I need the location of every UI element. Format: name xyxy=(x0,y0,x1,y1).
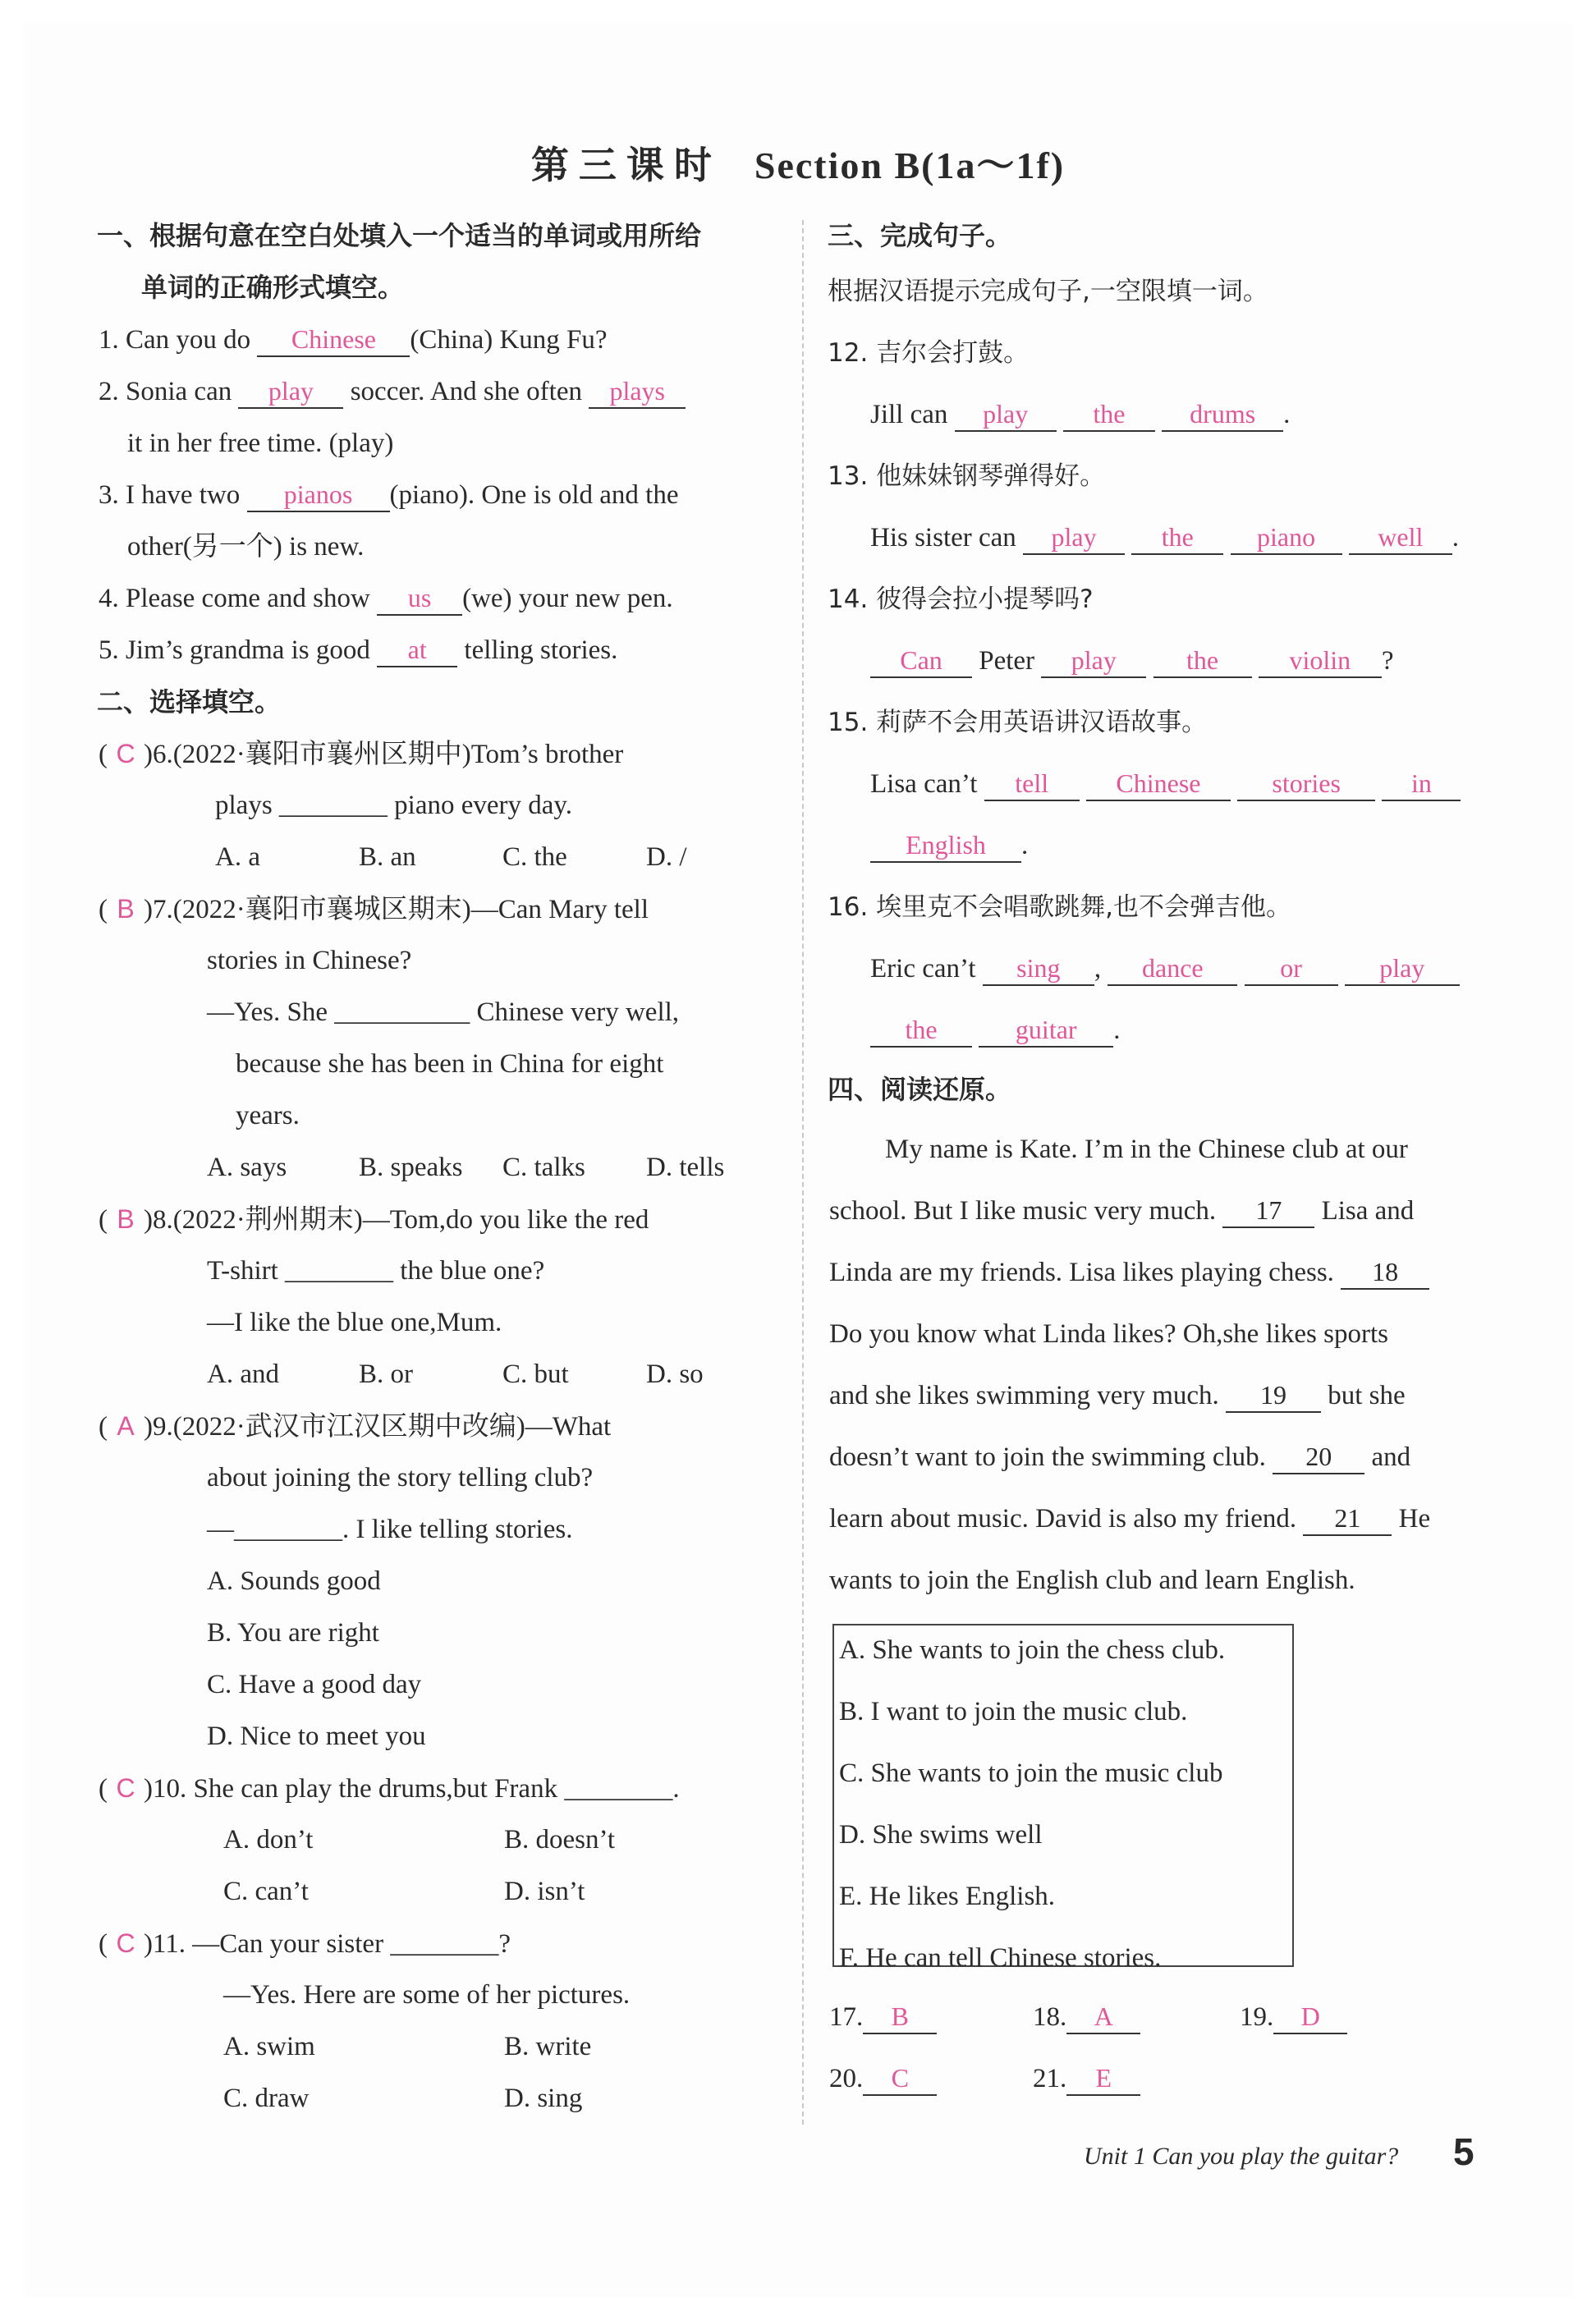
part1-heading: 一、根据句意在空白处填入一个适当的单词或用所给 xyxy=(97,220,702,251)
passage-line: Linda are my friends. Lisa likes playing chess. 18 xyxy=(829,1252,1429,1293)
question-3-cont: other(另一个) is new. xyxy=(127,532,365,562)
question-12: Jill can play the drums . xyxy=(870,394,1290,435)
answer-blank[interactable]: stories xyxy=(1237,767,1375,801)
answer-blank[interactable]: Chinese xyxy=(1086,767,1231,801)
question-6-cont: plays ________ piano every day. xyxy=(215,791,573,820)
option-d[interactable]: D. Nice to meet you xyxy=(207,1722,426,1751)
answer-blank[interactable]: play xyxy=(1345,951,1460,986)
question-8-cont: T-shirt ________ the blue one? xyxy=(207,1256,545,1286)
choice-answer[interactable]: B xyxy=(117,894,135,924)
passage-blank[interactable]: 21 xyxy=(1303,1502,1392,1536)
question-14: Can Peter play the violin ? xyxy=(870,640,1393,681)
option-c[interactable]: C. talks xyxy=(502,1153,585,1182)
answer-blank[interactable]: well xyxy=(1349,520,1452,555)
title-cn: 第三课时 xyxy=(530,143,722,187)
question-5: 5. Jim’s grandma is good at telling stories. xyxy=(99,630,617,671)
option-d[interactable]: D. / xyxy=(646,842,687,872)
page-title xyxy=(0,135,1596,190)
answer-blank[interactable]: play xyxy=(1041,644,1146,678)
question-15-cn: 15. 莉萨不会用英语讲汉语故事。 xyxy=(828,708,1208,737)
answer-blank[interactable]: A xyxy=(1066,2000,1140,2034)
answer-blank[interactable]: tell xyxy=(984,767,1080,801)
answer-blank[interactable]: E xyxy=(1066,2061,1140,2096)
passage-blank[interactable]: 18 xyxy=(1341,1255,1429,1290)
choice-answer[interactable]: B xyxy=(117,1204,135,1234)
answer-blank[interactable]: or xyxy=(1245,951,1338,986)
question-14-cn: 14. 彼得会拉小提琴吗? xyxy=(828,585,1094,614)
passage-line: wants to join the English club and learn English. xyxy=(829,1566,1355,1595)
answer-blank[interactable]: piano xyxy=(1231,520,1342,555)
question-13: His sister can play the piano well . xyxy=(870,517,1459,558)
answer-blank[interactable]: D xyxy=(1273,2000,1347,2034)
question-11: ( C )11. —Can your sister ________? xyxy=(99,1923,511,1965)
question-15-cont: English . xyxy=(870,825,1028,866)
part4-heading: 四、阅读还原。 xyxy=(828,1074,1012,1105)
question-2-cont: it in her free time. (play) xyxy=(127,429,394,458)
option-c[interactable]: C. can’t xyxy=(223,1877,309,1906)
answer-blank[interactable]: at xyxy=(377,633,457,667)
option-a[interactable]: A. says xyxy=(207,1153,287,1182)
unit-footer: Unit 1 Can you play the guitar? xyxy=(1084,2143,1399,2170)
answer-blank[interactable]: guitar xyxy=(979,1013,1113,1048)
question-16: Eric can’t sing , dance or play xyxy=(870,948,1460,989)
part1-heading-2: 单词的正确形式填空。 xyxy=(141,272,405,303)
answer-blank[interactable]: play xyxy=(955,397,1057,432)
answer-17: 17. B xyxy=(829,1997,937,2038)
question-16-cn: 16. 埃里克不会唱歌跳舞,也不会弹吉他。 xyxy=(828,892,1292,922)
answer-blank[interactable]: drums xyxy=(1162,397,1283,432)
question-16-cont: the guitar . xyxy=(870,1010,1121,1051)
answer-blank[interactable]: the xyxy=(1153,644,1252,678)
option-c[interactable]: C. the xyxy=(502,842,567,872)
question-11-cont: —Yes. Here are some of her pictures. xyxy=(223,1980,631,2010)
question-7-cont: stories in Chinese? xyxy=(207,946,412,975)
option-d[interactable]: D. tells xyxy=(646,1153,725,1182)
answer-blank[interactable]: B xyxy=(863,2000,937,2034)
option-d[interactable]: D. so xyxy=(646,1359,704,1389)
choice-answer[interactable]: C xyxy=(116,739,135,768)
passage-blank[interactable]: 19 xyxy=(1226,1378,1321,1413)
sentence-option-c: C. She wants to join the music club xyxy=(839,1758,1223,1788)
answer-19: 19. D xyxy=(1240,1997,1347,2038)
answer-blank[interactable]: the xyxy=(1131,520,1223,555)
answer-blank[interactable]: play xyxy=(238,374,343,409)
option-a[interactable]: A. Sounds good xyxy=(207,1566,381,1596)
question-7: ( B )7.(2022·襄阳市襄城区期末)—Can Mary tell xyxy=(99,888,649,930)
sentence-option-b: B. I want to join the music club. xyxy=(839,1697,1188,1726)
answer-blank[interactable]: English xyxy=(870,828,1021,863)
answer-blank[interactable]: the xyxy=(870,1013,972,1048)
answer-blank[interactable]: Chinese xyxy=(257,323,410,357)
answer-blank[interactable]: Can xyxy=(870,644,972,678)
question-13-cn: 13. 他妹妹钢琴弹得好。 xyxy=(828,461,1106,491)
option-b[interactable]: B. an xyxy=(359,842,416,872)
option-d[interactable]: D. sing xyxy=(504,2084,583,2113)
answer-blank[interactable]: sing xyxy=(983,951,1094,986)
question-10: ( C )10. She can play the drums,but Frank ________. xyxy=(99,1768,680,1809)
choice-answer[interactable]: C xyxy=(116,1928,135,1958)
choice-answer[interactable]: A xyxy=(117,1411,135,1441)
option-b[interactable]: B. speaks xyxy=(359,1153,463,1182)
answer-blank[interactable]: play xyxy=(1023,520,1125,555)
option-b[interactable]: B. or xyxy=(359,1359,413,1389)
part3-heading: 三、完成句子。 xyxy=(828,220,1012,251)
answer-blank[interactable]: plays xyxy=(589,374,686,409)
question-4: 4. Please come and show us (we) your new pen. xyxy=(99,578,673,619)
question-15: Lisa can’t tell Chinese stories in xyxy=(870,763,1461,805)
answer-blank[interactable]: violin xyxy=(1259,644,1382,678)
answer-blank[interactable]: in xyxy=(1382,767,1461,801)
question-12-cn: 12. 吉尔会打鼓。 xyxy=(828,338,1030,368)
question-3: 3. I have two pianos (piano). One is old and the xyxy=(99,475,678,516)
sentence-option-d: D. She swims well xyxy=(839,1820,1043,1850)
question-9-cont: —________. I like telling stories. xyxy=(207,1515,573,1544)
option-a[interactable]: A. and xyxy=(207,1359,279,1389)
choice-answer[interactable]: C xyxy=(116,1773,135,1803)
question-7-cont: because she has been in China for eight xyxy=(236,1049,664,1079)
answer-blank[interactable]: C xyxy=(863,2061,937,2096)
passage-line: and she likes swimming very much. 19 but she xyxy=(829,1375,1406,1416)
passage-blank[interactable]: 20 xyxy=(1273,1440,1364,1474)
page-number: 5 xyxy=(1453,2130,1474,2173)
question-2: 2. Sonia can play soccer. And she often plays xyxy=(99,371,686,412)
question-7-cont: —Yes. She __________ Chinese very well, xyxy=(207,997,680,1027)
question-1: 1. Can you do Chinese (China) Kung Fu? xyxy=(99,319,608,360)
option-c[interactable]: C. but xyxy=(502,1359,569,1389)
question-6: ( C )6.(2022·襄阳市襄州区期中)Tom’s brother xyxy=(99,733,623,775)
sentence-option-a: A. She wants to join the chess club. xyxy=(839,1635,1226,1665)
passage-line: school. But I like music very much. 17 Lisa and xyxy=(829,1190,1414,1231)
passage-line: My name is Kate. I’m in the Chinese club at our xyxy=(885,1135,1408,1164)
option-a[interactable]: A. a xyxy=(215,842,260,872)
option-d[interactable]: D. isn’t xyxy=(504,1877,585,1906)
title-en: Section B(1a～1f) xyxy=(754,144,1066,186)
option-b[interactable]: B. You are right xyxy=(207,1618,379,1648)
sentence-option-f: F. He can tell Chinese stories. xyxy=(839,1943,1162,1973)
answer-blank[interactable]: us xyxy=(377,581,462,616)
passage-line: Do you know what Linda likes? Oh,she likes sports xyxy=(829,1319,1388,1349)
question-8: ( B )8.(2022·荆州期末)—Tom,do you like the red xyxy=(99,1199,649,1240)
option-b[interactable]: B. write xyxy=(504,2032,592,2061)
option-b[interactable]: B. doesn’t xyxy=(504,1825,616,1855)
option-c[interactable]: C. Have a good day xyxy=(207,1670,422,1699)
option-a[interactable]: A. swim xyxy=(223,2032,315,2061)
option-c[interactable]: C. draw xyxy=(223,2084,310,2113)
passage-blank[interactable]: 17 xyxy=(1222,1194,1314,1228)
question-7-cont: years. xyxy=(236,1101,300,1130)
answer-blank[interactable]: pianos xyxy=(247,478,390,512)
column-divider xyxy=(802,220,804,2125)
question-9: ( A )9.(2022·武汉市江汉区期中改编)—What xyxy=(99,1405,611,1447)
question-9-cont: about joining the story telling club? xyxy=(207,1463,594,1492)
passage-line: doesn’t want to join the swimming club. 20 and xyxy=(829,1437,1410,1478)
option-a[interactable]: A. don’t xyxy=(223,1825,314,1855)
part3-instructions: 根据汉语提示完成句子,一空限填一词。 xyxy=(828,277,1268,306)
answer-21: 21. E xyxy=(1033,2058,1140,2099)
passage-line: learn about music. David is also my friend. 21 He xyxy=(829,1498,1430,1539)
answer-blank[interactable]: the xyxy=(1063,397,1155,432)
answer-blank[interactable]: dance xyxy=(1108,951,1237,986)
sentence-option-e: E. He likes English. xyxy=(839,1882,1056,1911)
answer-20: 20. C xyxy=(829,2058,937,2099)
part2-heading: 二、选择填空。 xyxy=(97,686,282,718)
answer-18: 18. A xyxy=(1033,1997,1140,2038)
question-8-cont: —I like the blue one,Mum. xyxy=(207,1308,502,1337)
